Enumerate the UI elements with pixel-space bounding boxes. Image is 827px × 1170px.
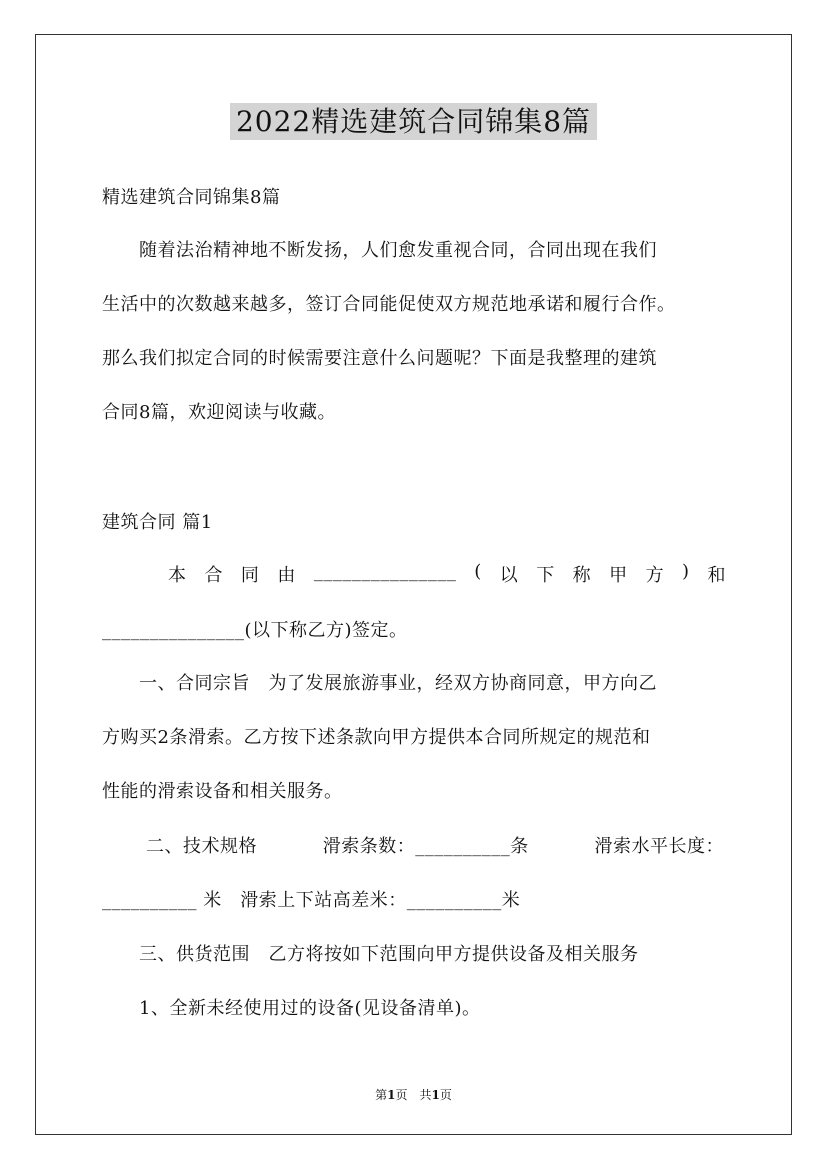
clause1-line-1: 一、合同宗旨 为了发展旅游事业，经双方协商同意，甲方向乙 (102, 673, 657, 694)
clause2-length: 滑索水平长度： (594, 836, 724, 857)
party-char: 和 (707, 565, 726, 586)
party-char: 合 (204, 565, 223, 586)
footer-page-total: 1 (431, 1088, 440, 1102)
document-subtitle: 精选建筑合同锦集8篇 (102, 187, 281, 208)
clause2-line-1 (146, 832, 724, 858)
page-footer (0, 1086, 827, 1103)
party-char: 方 (645, 565, 665, 586)
footer-mid: 页 共 (395, 1088, 432, 1102)
clause2-heading: 二、技术规格 (146, 836, 257, 857)
party-char: 本 (168, 565, 187, 586)
intro-line-4: 合同8篇，欢迎阅读与收藏。 (102, 402, 336, 423)
intro-line-1: 随着法治精神地不断发扬，人们愈发重视合同，合同出现在我们 (102, 240, 657, 261)
footer-suffix: 页 (439, 1088, 452, 1102)
clause1-line-2: 方购买2条滑索。乙方按下述条款向甲方提供本合同所规定的规范和 (102, 727, 651, 748)
section-heading: 建筑合同 篇1 (102, 512, 213, 533)
party-char: ) (682, 561, 690, 582)
document-title (0, 100, 827, 140)
party-char: ( (474, 561, 482, 582)
intro-line-2: 生活中的次数越来越多，签订合同能促使双方规范地承诺和履行合作。 (102, 294, 676, 315)
party-line-2: _______________(以下称乙方)签定。 (102, 620, 408, 641)
party-char: 同 (240, 565, 260, 586)
clause3-item-1: 1、全新未经使用过的设备(见设备清单)。 (102, 998, 481, 1019)
footer-page-num: 1 (387, 1088, 396, 1102)
clause1-line-3: 性能的滑索设备和相关服务。 (102, 781, 343, 802)
clause3-line: 三、供货范围 乙方将按如下范围向甲方提供设备及相关服务 (102, 944, 639, 965)
party-a-blank: _______________ (313, 561, 457, 582)
clause2-count: 滑索条数：__________条 (322, 836, 529, 857)
party-line-1 (168, 561, 726, 587)
document-title-text: 2022精选建筑合同锦集8篇 (230, 103, 597, 140)
party-char: 称 (572, 565, 592, 586)
party-char: 以 (499, 565, 519, 586)
party-char: 下 (536, 565, 555, 586)
party-char: 由 (277, 565, 296, 586)
party-char: 甲 (609, 565, 628, 586)
clause2-line-2: __________ 米 滑索上下站高差米：__________米 (102, 890, 521, 911)
footer-prefix: 第 (375, 1088, 388, 1102)
intro-line-3: 那么我们拟定合同的时候需要注意什么问题呢？下面是我整理的建筑 (102, 348, 657, 369)
